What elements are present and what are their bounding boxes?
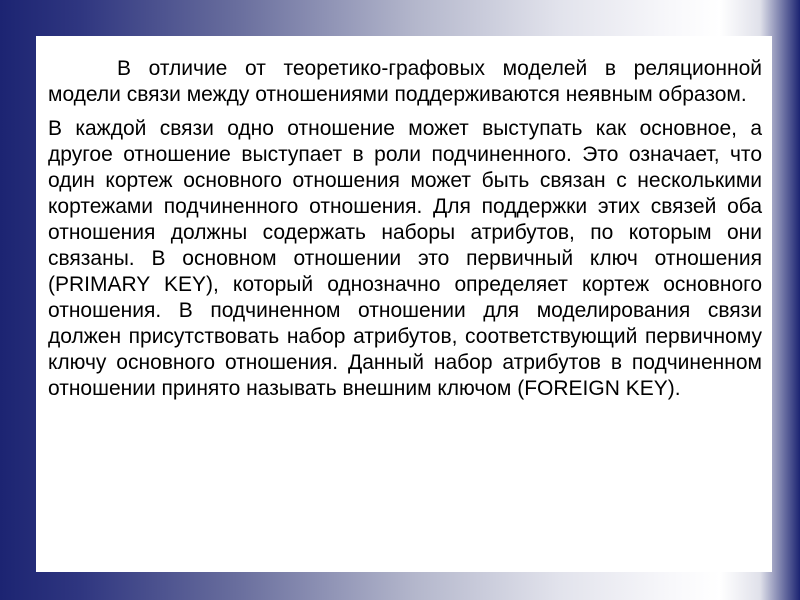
body-paragraph: В каждой связи одно отношение может выступать как основное, а другое отношение выступает в роли подчиненного. Это означает, что один кортеж основного отношения может быть связан с несколькими кортежами подчиненного отношения. Для поддержки этих связей оба отношения должны содержать наборы атрибутов, по которым они связаны. В основном отношении это первичный ключ отношения (PRIMARY KEY), который однозначно определяет кортеж основного отношения. В подчиненном отношении для моделирования связи должен присутствовать набор атрибутов, соответствующий первичному ключу основного отношения. Данный набор атрибутов в подчиненном отношении принято называть внешним ключом (FOREIGN KEY). (48, 117, 762, 400)
intro-paragraph: В отличие от теоретико-графовых моделей в реляционной модели связи между отношениями поддерживаются неявным образом. (48, 57, 762, 106)
slide-content (36, 36, 772, 572)
